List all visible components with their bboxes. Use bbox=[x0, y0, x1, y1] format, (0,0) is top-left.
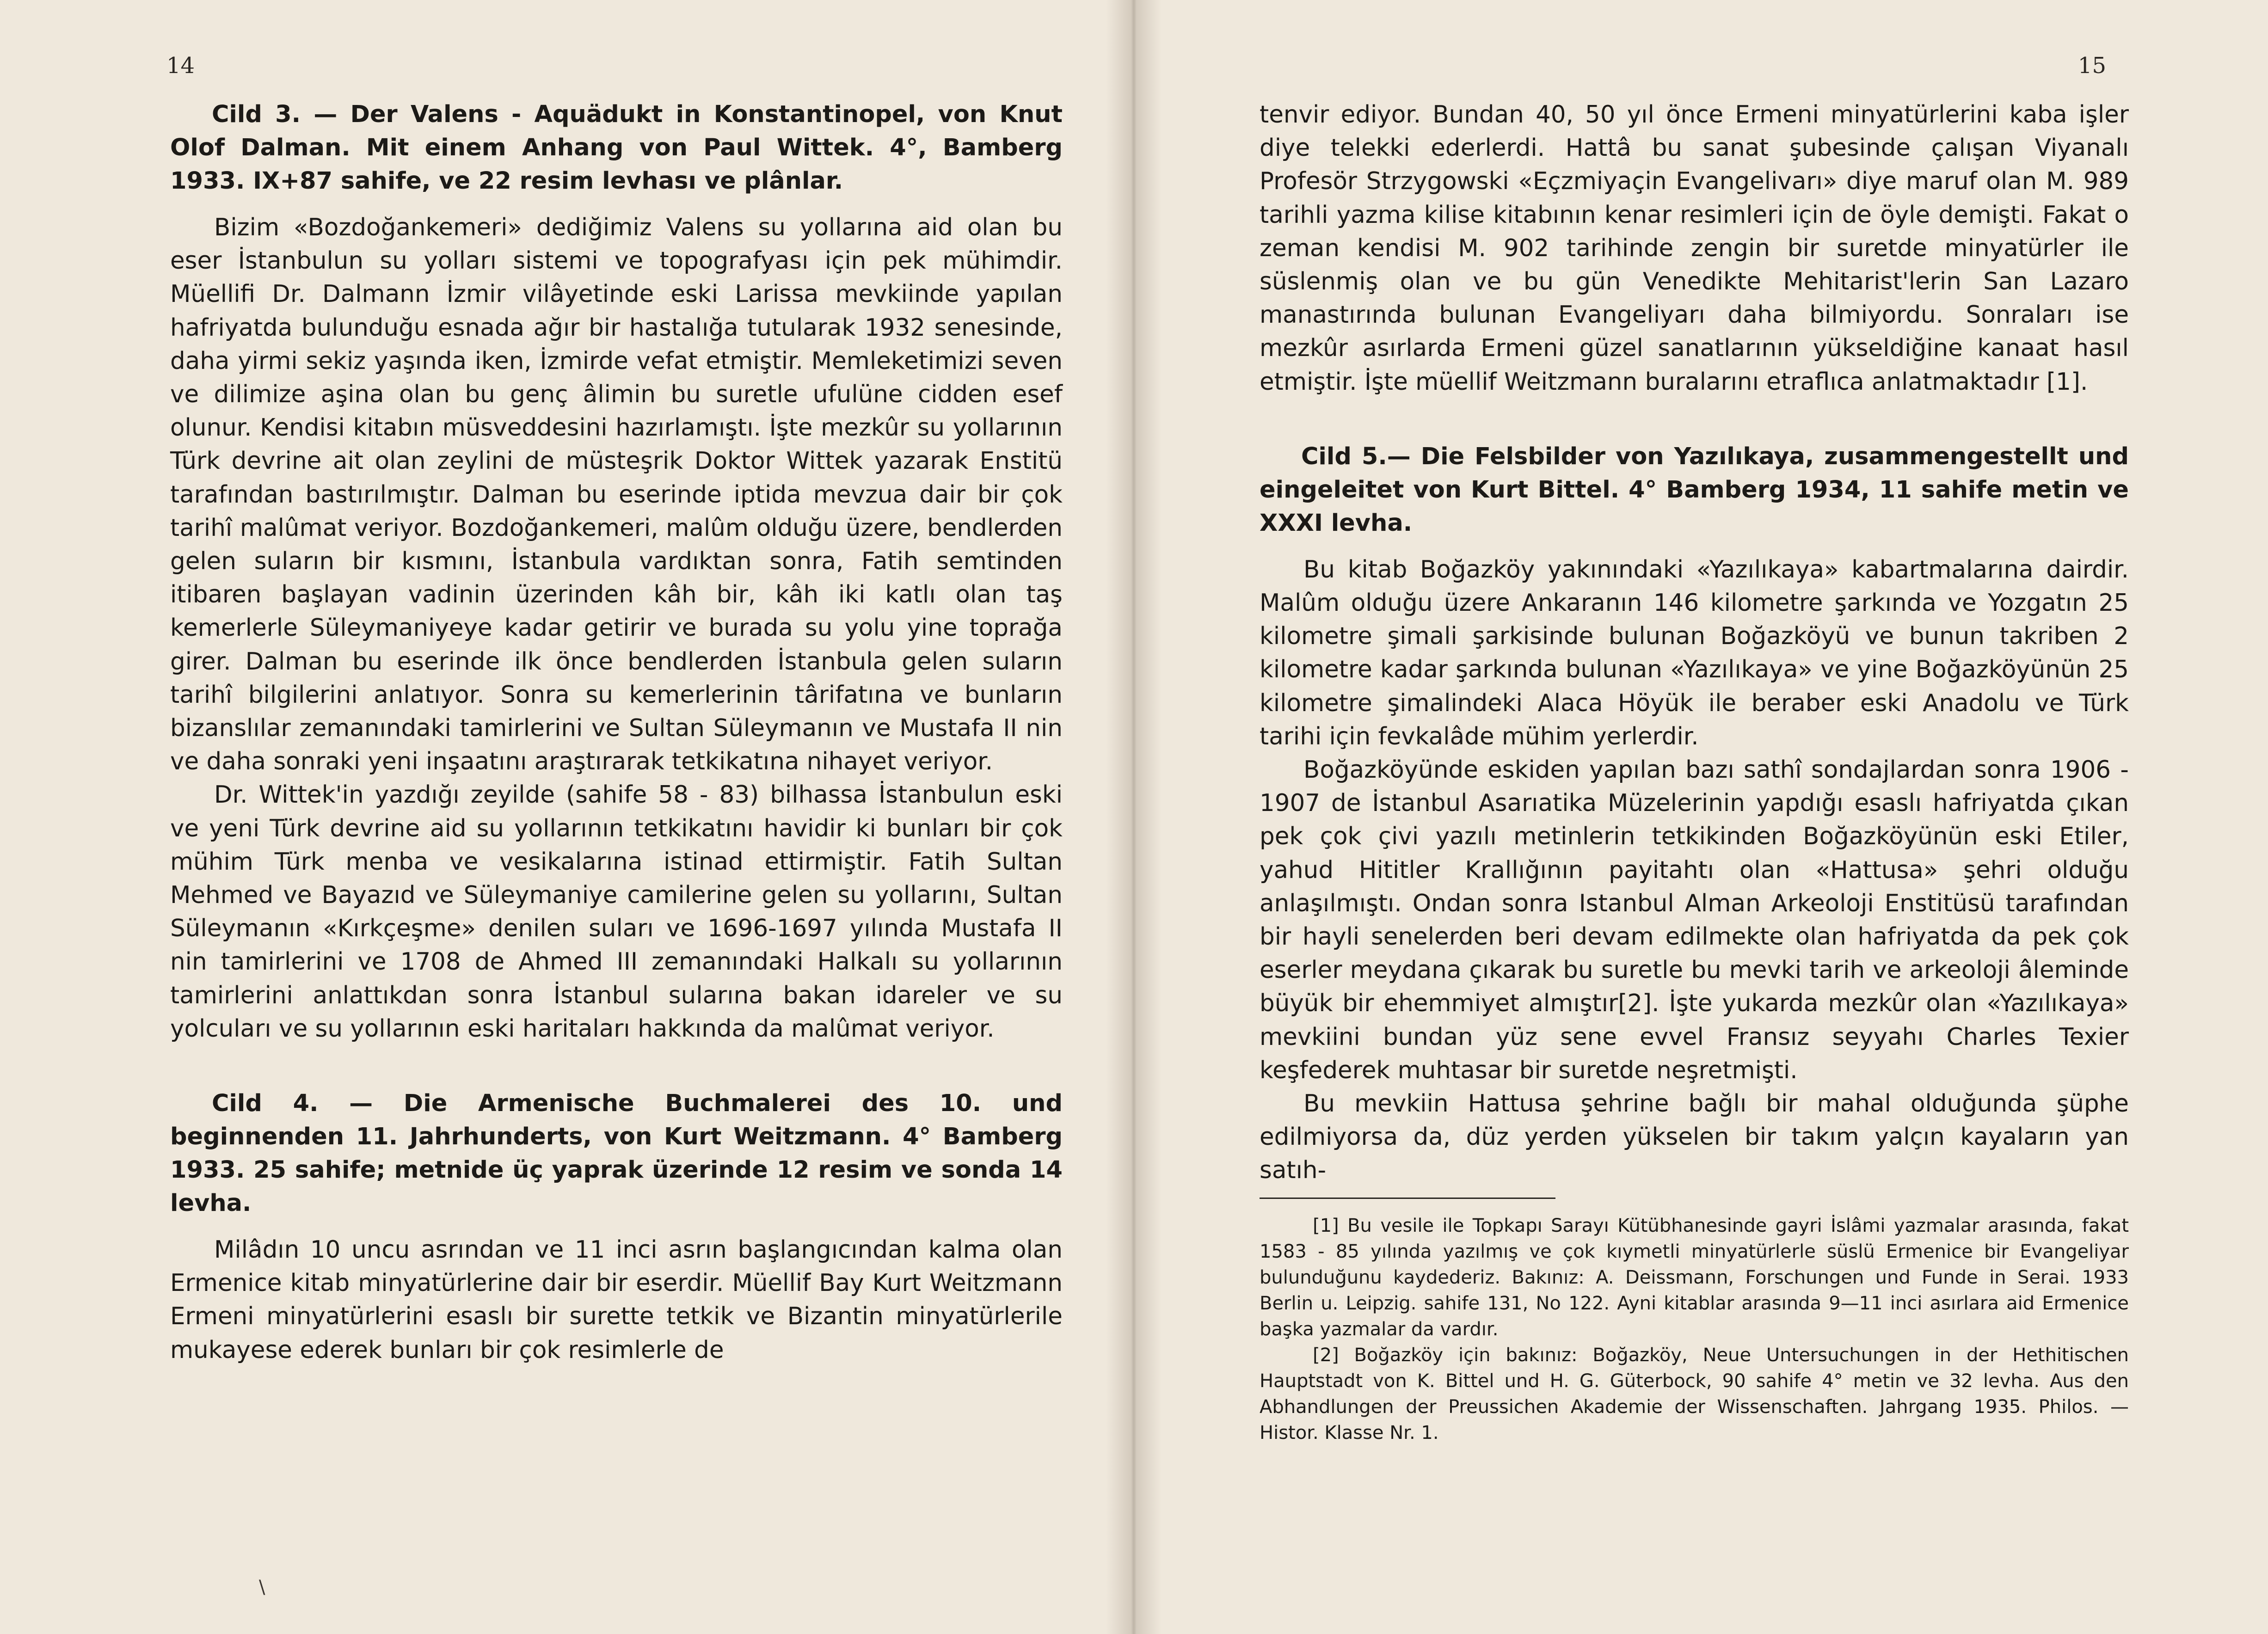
paragraph: Dr. Wittek'in yazdığı zeyilde (sahife 58 - 83) bilhassa İstanbulun eski ve yeni Türk devrine aid su yollarının tetkikatını havidir ki bunları bir çok mühim Türk menba ve vesikalarına istinad ettirmiştir. Fatih Sultan Mehmed ve Bayazıd ve Süleymaniye camilerine gelen su yollarını, Sultan Süleymanın «Kırkçeşme» denilen suları ve 1696-1697 yılında Mustafa II nin tamirlerini ve 1708 de Ahmed III zemanındaki Halkalı su yollarının tamirlerini anlattıkdan sonra İstanbul sularına bakan idareler ve su yolcuları ve su yollarının eski haritaları hakkında da malûmat veriyor. bbox=[170, 781, 1063, 1043]
section-heading-cild-5: Cild 5.— Die Felsbilder von Yazılıkaya, zusammengestellt und eingeleitet von Kurt Bittel. 4° Bamberg 1934, 11 sahife metin ve XXXI levha. bbox=[1260, 442, 2129, 537]
paragraph: Boğazköyünde eskiden yapılan bazı sathî sondajlardan sonra 1906 - 1907 de İstanbul Asarıatika Müzelerinin yapdığı esaslı hafriyatda çıkan pek çok çivi yazılı metinlerin tetkikinden Boğazköyünün eski Etiler, yahud Hititler Krallığının payitahtı olan «Hattusa» şehri olduğu anlaşılmıştı. Ondan sonra Istanbul Alman Arkeoloji Enstitüsü tarafından bir hayli senelerden beri devam edilmekte olan hafriyatda da pek çok eserler meydana çıkarak bu suretle bu mevki tarih ve arkeoloji âleminde büyük bir ehemmiyet almıştır[2]. İşte yukarda mezkûr olan «Yazılıkaya» mevkiini bundan yüz sene evvel Fransız seyyahı Charles Texier keşfederek muhtasar bir suretde neşretmişti. bbox=[1260, 756, 2129, 1084]
book-gutter bbox=[1106, 0, 1162, 1634]
right-text-column bbox=[1260, 98, 2129, 1446]
paragraph: Milâdın 10 uncu asrından ve 11 inci asrın başlangıcından kalma olan Ermenice kitab minyatürlerine dair bir eserdir. Müellif Bay Kurt Weitzmann Ermeni minyatürlerini esaslı bir surette tetkik ve Bizantin minyatürlerile mukayese ederek bunları bir çok resimlerle de bbox=[170, 1236, 1063, 1364]
left-text-column bbox=[170, 98, 1063, 1367]
footnote-separator bbox=[1260, 1198, 1555, 1199]
page-number: 14 bbox=[166, 53, 195, 79]
footnote-1: [1] Bu vesile ile Topkapı Sarayı Kütübhanesinde gayri İslâmi yazmalar arasında, fakat 1583 - 85 yılında yazılmış ve çok kıymetli minyatürlerle süslü Ermenice bir Evangeliyar bulunduğunu kaydederiz. Bakınız: A. Deissmann, Forschungen und Funde in Serai. 1933 Berlin u. Leipzig. sahife 131, No 122. Ayni kitablar arasında 9—11 inci asırlara aid Ermenice başka yazmalar da vardır. bbox=[1260, 1215, 2129, 1340]
stray-mark: \ bbox=[259, 1577, 265, 1598]
footnote-2: [2] Boğazköy için bakınız: Boğazköy, Neue Untersuchungen in der Hethitischen Hauptstadt von K. Bittel und H. G. Güterbock, 90 sahife 4° metin ve 32 levha. Aus den Abhandlungen der Preussichen Akademie der Wissenschaften. Jahrgang 1935. Philos. — Histor. Klasse Nr. 1. bbox=[1260, 1344, 2129, 1444]
paragraph-continued: tenvir ediyor. Bundan 40, 50 yıl önce Ermeni minyatürlerini kaba işler diye telekki ederlerdi. Hattâ bu sanat şubesinde çalışan Viyanalı Profesör Strzygowski «Eçzmiyaçin Evangelivarı» diye maruf olan M. 989 tarihli yazma kilise kitabının kenar resimleri için de öyle demişti. Fakat o zeman kendisi M. 902 tarihinde zengin bir suretde minyatürler ile süslenmiş olan ve bu gün Venedikte Mehitarist'lerin San Lazaro manastırında bulunan Evangeliyarı daha bilmiyordu. Sonraları ise mezkûr asırlarda Ermeni güzel sanatlarının yükseldiğine kanaat hasıl etmiştir. İşte müellif Weitzmann buralarını etraflıca anlatmaktadır [1]. bbox=[1260, 101, 2129, 396]
paragraph: Bu kitab Boğazköy yakınındaki «Yazılıkaya» kabartmalarına dairdir. Malûm olduğu üzere Ankaranın 146 kilometre şarkında ve Yozgatın 25 kilometre şimali şarkisinde bulunan Boğazköyü ve bunun takriben 2 kilometre kadar şarkında bulunan «Yazılıkaya» ve yine Boğazköyünün 25 kilometre şimalindeki Alaca Höyük ile beraber eski Anadolu ve Türk tarihi için fevkalâde mühim yerlerdir. bbox=[1260, 555, 2129, 750]
section-heading-cild-3: Cild 3. — Der Valens - Aquädukt in Konstantinopel, von Knut Olof Dalman. Mit einem Anhang von Paul Wittek. 4°, Bamberg 1933. IX+87 sahife, ve 22 resim levhası ve plânlar. bbox=[170, 101, 1063, 195]
paragraph: Bizim «Bozdoğankemeri» dediğimiz Valens su yollarına aid olan bu eser İstanbulun su yolları sistemi ve topografyası için pek mühimdir. Müellifi Dr. Dalmann İzmir vilâyetinde eski Larissa mevkiinde yapılan hafriyatda bulunduğu esnada ağır bir hastalığa tutularak 1932 senesinde, daha yirmi sekiz yaşında iken, İzmirde vefat etmiştir. Memleketimizi seven ve dilimize aşina olan bu genç âlimin bu suretle ufulüne cidden esef olunur. Kendisi kitabın müsveddesini hazırlamıştı. İşte mezkûr su yollarının Türk devrine ait olan zeylini de müsteşrik Doktor Wittek yazarak Enstitü tarafından bastırılmıştır. Dalman bu eserinde iptida mevzua dair bir çok tarihî malûmat veriyor. Bozdoğankemeri, malûm olduğu üzere, bendlerden gelen suların bir kısmını, İstanbula vardıktan sonra, Fatih semtinden itibaren başlayan vadinin üzerinden kâh bir, kâh iki katlı olan taş kemerlerle Süleymaniyeye kadar getirir ve burada su yolu yine toprağa girer. Dalman bu eserinde ilk önce bendlerden İstanbula gelen suların tarihî bilgilerini anlatıyor. Sonra su kemerlerinin târifatına ve bunların bizanslılar zemanındaki tamirlerini ve Sultan Süleymanın ve Mustafa II nin ve daha sonraki yeni inşaatını araştırarak tetkikatına nihayet veriyor. bbox=[170, 214, 1063, 776]
page-number: 15 bbox=[2077, 53, 2106, 79]
right-page bbox=[1134, 0, 2268, 1634]
paragraph: Bu mevkiin Hattusa şehrine bağlı bir mahal olduğunda şüphe edilmiyorsa da, düz yerden yükselen bir takım yalçın kayaların yan satıh- bbox=[1260, 1090, 2129, 1185]
section-heading-cild-4: Cild 4. — Die Armenische Buchmalerei des 10. und beginnenden 11. Jahrhunderts, von Kurt Weitzmann. 4° Bamberg 1933. 25 sahife; metnide üç yaprak üzerinde 12 resim ve sonda 14 levha. bbox=[170, 1090, 1063, 1217]
